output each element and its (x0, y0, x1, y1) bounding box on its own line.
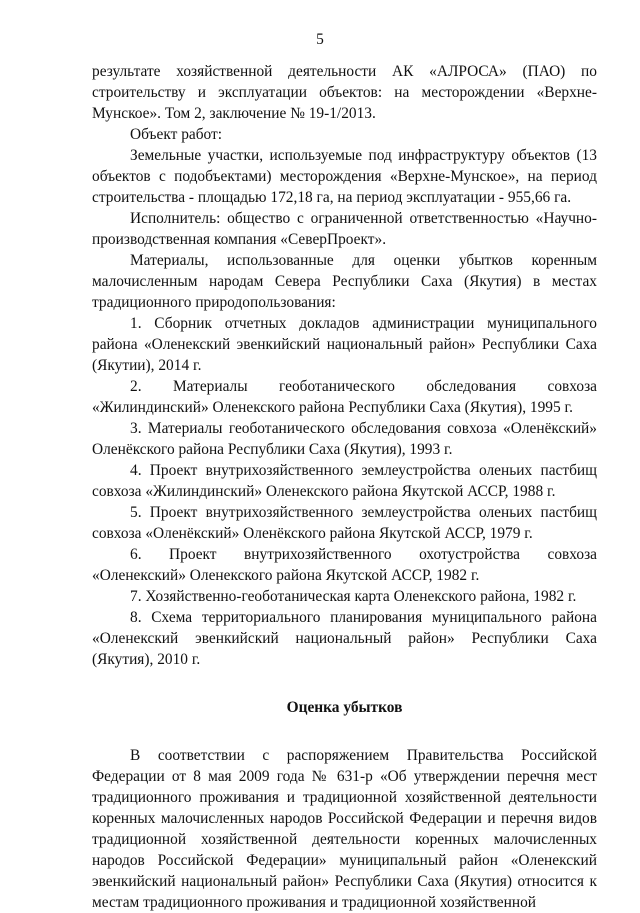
materials-list-item: 6. Проект внутрихозяйственного охотустройства совхоза «Оленекский» Оленекского района Якутской АССР, 1982 г. (92, 546, 597, 584)
materials-list-item: 8. Схема территориального планирования муниципального района «Оленекский эвенкийский национальный район» Республики Саха (Якутия), 2010 г. (92, 609, 597, 668)
paragraph-continuation: результате хозяйственной деятельности АК «АЛРОСА» (ПАО) по строительству и эксплуатации объектов: на месторождении «Верхне-Мунское». Том 2, заключение № 19-1/2013. (92, 63, 597, 122)
paragraph-materials-intro: Материалы, использованные для оценки убытков коренным малочисленным народам Севера Республики Саха (Якутия) в местах традиционного природопользования: (92, 252, 597, 311)
section-heading: Оценка убытков (286, 699, 403, 716)
paragraph-land-plots: Земельные участки, используемые под инфраструктуру объектов (13 объектов с подобъектами) месторождения «Верхне-Мунское», на период строительства - площадью 172,18 га, на период эксплуатации - 955,66 га. (92, 147, 597, 206)
materials-list-item: 3. Материалы геоботанического обследования совхоза «Оленёкский» Оленёкского района Республики Саха (Якутия), 1993 г. (92, 420, 597, 458)
document-body (92, 61, 597, 913)
paragraph-assessment: В соответствии с распоряжением Правительства Российской Федерации от 8 мая 2009 года № 631-р «Об утверждении перечня мест традиционного проживания и традиционной хозяйственной деятельности коренных малочисленных народов Российской Федерации и перечня видов традиционной хозяйственной деятельности коренных малочисленных народов Российской Федерации» муниципальный район «Оленекский эвенкийский национальный район» Республики Саха (Якутия) относится к местам традиционного проживания и традиционной хозяйственной (92, 747, 597, 911)
page-number: 5 (316, 31, 324, 48)
paragraph-contractor: Исполнитель: общество с ограниченной ответственностью «Научно-производственная компания «СеверПроект». (92, 210, 597, 248)
paragraph-object-label: Объект работ: (130, 126, 223, 143)
materials-list-item: 7. Хозяйственно-геоботаническая карта Оленекского района, 1982 г. (130, 588, 577, 605)
materials-list-item: 1. Сборник отчетных докладов администрации муниципального района «Оленекский эвенкийский национальный район» Республики Саха (Якутии), 2014 г. (92, 315, 597, 374)
materials-list-item: 5. Проект внутрихозяйственного землеустройства оленьих пастбищ совхоза «Оленёкский» Оленёкского района Якутской АССР, 1979 г. (92, 504, 597, 542)
materials-list-item: 4. Проект внутрихозяйственного землеустройства оленьих пастбищ совхоза «Жилиндинский» Оленекского района Якутской АССР, 1988 г. (92, 462, 597, 500)
materials-list-item: 2. Материалы геоботанического обследования совхоза «Жилиндинский» Оленекского района Республики Саха (Якутия), 1995 г. (92, 378, 597, 416)
